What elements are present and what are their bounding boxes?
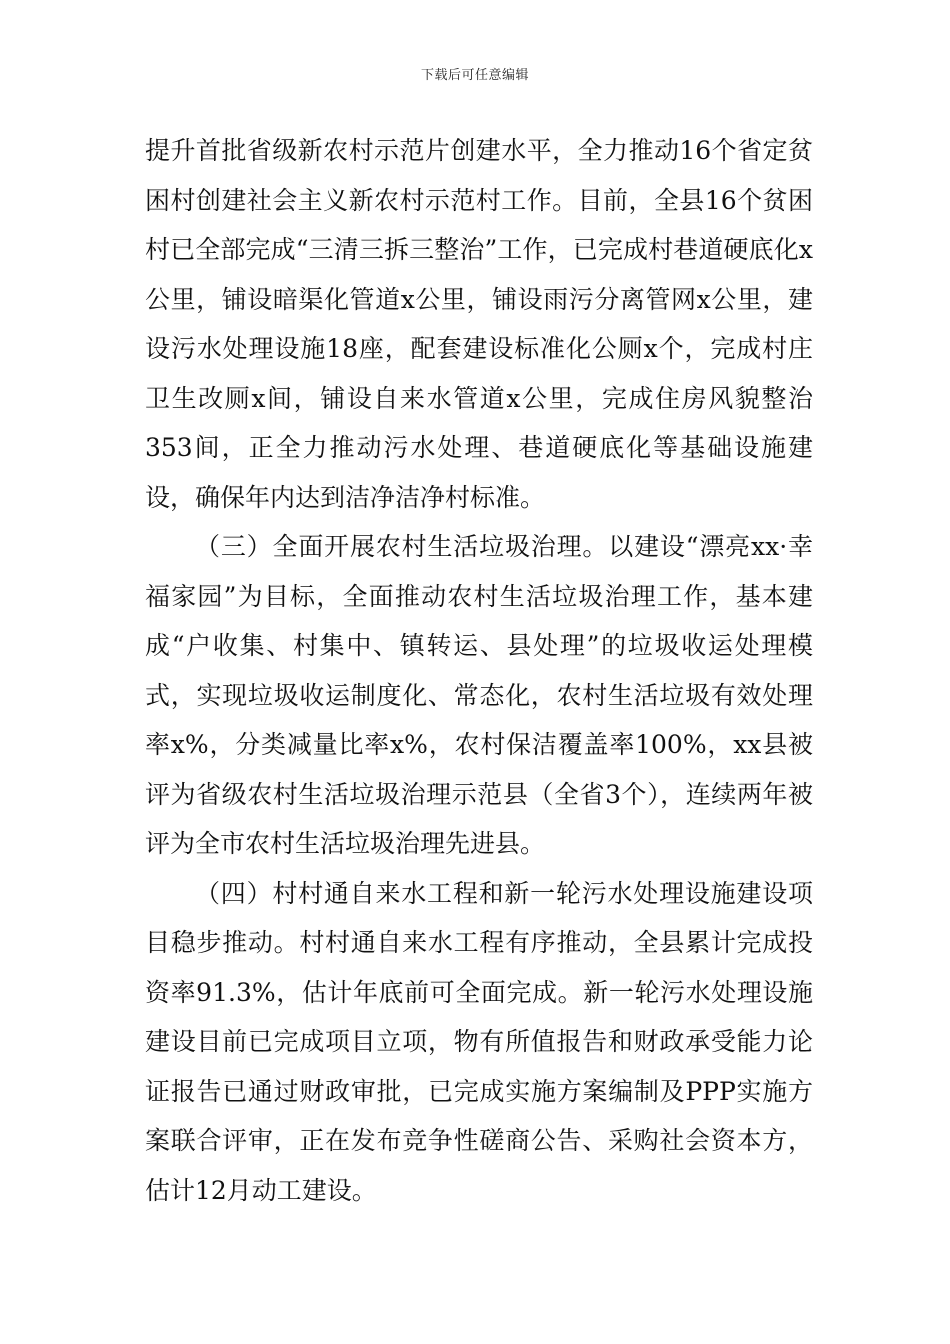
paragraph-continuation: 提升首批省级新农村示范片创建水平，全力推动16个省定贫困村创建社会主义新农村示范村工作。目前，全县16个贫困村已全部完成“三清三拆三整治”工作，已完成村巷道硬底化x公里，铺设暗渠化管道x公里，铺设雨污分离管网x公里，建设污水处理设施18座，配套建设标准化公厕x个，完成村庄卫生改厕x间，铺设自来水管道x公里，完成住房风貌整治353间，正全力推动污水处理、巷道硬底化等基础设施建设，确保年内达到洁净洁净村标准。 (145, 136, 813, 512)
document-body (145, 126, 813, 1215)
page-header: 下载后可任意编辑 (420, 68, 529, 83)
paragraph-water-sewage-projects: （四）村村通自来水工程和新一轮污水处理设施建设项目稳步推动。村村通自来水工程有序推动，全县累计完成投资率91.3%，估计年底前可全面完成。新一轮污水处理设施建设目前已完成项目立项，物有所值报告和财政承受能力论证报告已通过财政审批，已完成实施方案编制及PPP实施方案联合评审，正在发布竞争性磋商公告、采购社会资本方，估计12月动工建设。 (145, 878, 813, 1205)
paragraph-garbage-treatment: （三）全面开展农村生活垃圾治理。以建设“漂亮xx·幸福家园”为目标，全面推动农村生活垃圾治理工作，基本建成“户收集、村集中、镇转运、县处理”的垃圾收运处理模式，实现垃圾收运制度化、常态化，农村生活垃圾有效处理率x%，分类减量比率x%，农村保洁覆盖率100%，xx县被评为省级农村生活垃圾治理示范县（全省3个），连续两年被评为全市农村生活垃圾治理先进县。 (145, 532, 813, 858)
